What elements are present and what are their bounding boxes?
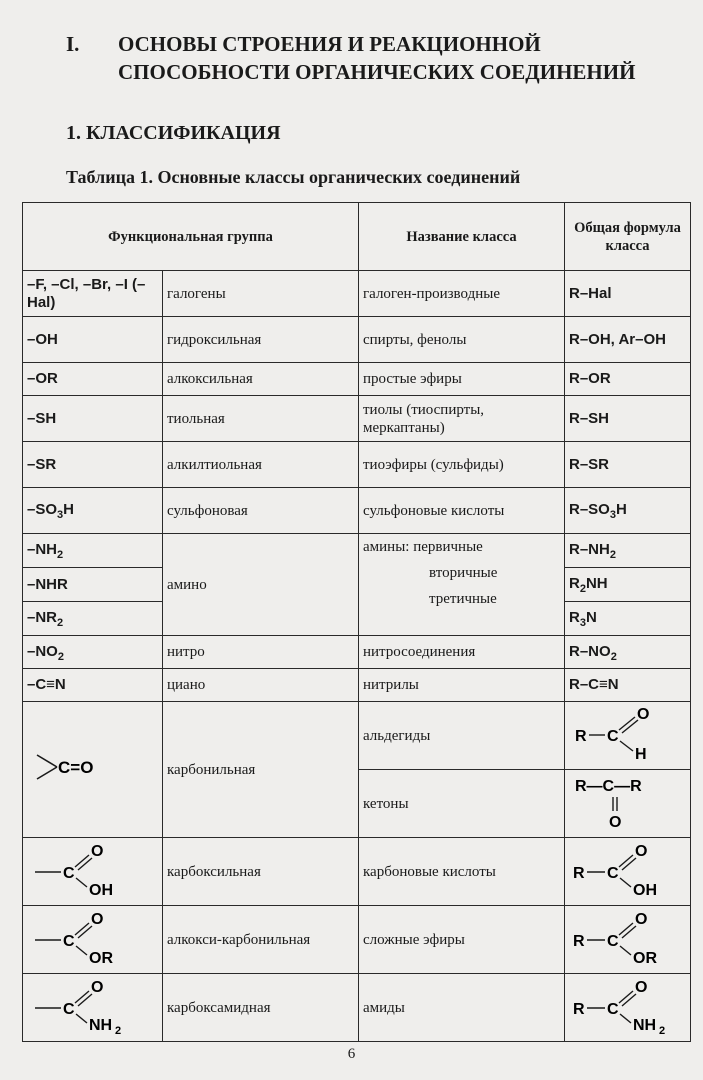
general-formula bbox=[565, 974, 691, 1042]
general-formula: $R-SO_3H$ bbox=[565, 488, 691, 534]
amide-structure-icon bbox=[27, 975, 157, 1035]
page-number: 6 bbox=[347, 1046, 356, 1062]
group-name: сульфоновая bbox=[163, 488, 359, 534]
table-row bbox=[23, 702, 691, 770]
table-row bbox=[23, 271, 691, 317]
svg-text:O: O bbox=[635, 979, 648, 996]
amines-primary: амины: первичные bbox=[363, 539, 483, 555]
svg-text:R: R bbox=[573, 1001, 585, 1018]
carbonyl-structure-icon bbox=[27, 737, 157, 797]
group-symbol: –F, –Cl, –Br, –I (–Hal) bbox=[23, 271, 163, 317]
table-row bbox=[23, 974, 691, 1042]
general-formula bbox=[565, 770, 691, 838]
svg-text:C=O: C=O bbox=[58, 758, 94, 777]
aldehyde-formula-icon bbox=[569, 703, 679, 763]
general-formula: $R-NO_2$ bbox=[565, 636, 691, 669]
svg-text:NH: NH bbox=[633, 1017, 657, 1034]
class-name: галоген-производные bbox=[359, 271, 565, 317]
class-name bbox=[359, 534, 565, 636]
group-name: алкокси-карбонильная bbox=[163, 906, 359, 974]
classification-table bbox=[22, 202, 691, 1042]
group-symbol: $-NR_2$ bbox=[23, 602, 163, 636]
svg-text:2: 2 bbox=[115, 1025, 122, 1035]
header-general-formula: Общая формула класса bbox=[565, 203, 691, 271]
ester-formula-icon bbox=[569, 907, 679, 967]
general-formula bbox=[565, 906, 691, 974]
class-name: альдегиды bbox=[359, 702, 565, 770]
group-symbol: $-NH_2$ bbox=[23, 534, 163, 568]
table-row bbox=[23, 906, 691, 974]
svg-text:2: 2 bbox=[659, 1025, 666, 1035]
header-class-name: Название класса bbox=[359, 203, 565, 271]
general-formula: R–Hal bbox=[565, 271, 691, 317]
svg-text:C: C bbox=[63, 1001, 75, 1018]
svg-text:C: C bbox=[607, 728, 619, 745]
general-formula: $R_2NH$ bbox=[565, 568, 691, 602]
svg-text:R—C—R: R—C—R bbox=[575, 778, 642, 795]
group-symbol: –OH bbox=[23, 317, 163, 363]
group-symbol: –C≡N bbox=[23, 669, 163, 702]
table-row bbox=[23, 396, 691, 442]
group-name: алкилтиольная bbox=[163, 442, 359, 488]
class-name: нитросоединения bbox=[359, 636, 565, 669]
general-formula: R–SH bbox=[565, 396, 691, 442]
group-symbol: $-SO_3H$ bbox=[23, 488, 163, 534]
svg-text:OH: OH bbox=[89, 882, 113, 899]
general-formula: R–OR bbox=[565, 363, 691, 396]
chapter-title: ОСНОВЫ СТРОЕНИЯ И РЕАКЦИОННОЙ СПОСОБНОСТИ ОРГАНИЧЕСКИХ СОЕДИНЕНИЙ bbox=[118, 32, 636, 84]
svg-text:C: C bbox=[607, 1001, 619, 1018]
general-formula bbox=[565, 702, 691, 770]
svg-text:O: O bbox=[635, 843, 648, 860]
class-name: амиды bbox=[359, 974, 565, 1042]
group-name: карбонильная bbox=[163, 702, 359, 838]
svg-text:O: O bbox=[91, 843, 104, 860]
general-formula: R–OH, Ar–OH bbox=[565, 317, 691, 363]
svg-text:NH: NH bbox=[89, 1017, 113, 1034]
class-name: сульфоновые кислоты bbox=[359, 488, 565, 534]
svg-text:C: C bbox=[607, 933, 619, 950]
general-formula: $R_3N$ bbox=[565, 602, 691, 636]
group-structure bbox=[23, 702, 163, 838]
svg-text:O: O bbox=[637, 706, 650, 723]
table-row bbox=[23, 838, 691, 906]
general-formula bbox=[565, 838, 691, 906]
group-name: нитро bbox=[163, 636, 359, 669]
svg-text:O: O bbox=[635, 911, 648, 928]
group-symbol: –SH bbox=[23, 396, 163, 442]
svg-text:C: C bbox=[607, 865, 619, 882]
ketone-formula-icon bbox=[569, 771, 679, 831]
table-row bbox=[23, 534, 691, 568]
group-structure bbox=[23, 906, 163, 974]
class-name: тиоэфиры (сульфиды) bbox=[359, 442, 565, 488]
class-name: сложные эфиры bbox=[359, 906, 565, 974]
carboxyl-structure-icon bbox=[27, 839, 157, 899]
class-name: спирты, фенолы bbox=[359, 317, 565, 363]
carboxylic-acid-formula-icon bbox=[569, 839, 679, 899]
svg-text:H: H bbox=[635, 746, 647, 763]
svg-text:C: C bbox=[63, 865, 75, 882]
group-name: тиольная bbox=[163, 396, 359, 442]
class-name: простые эфиры bbox=[359, 363, 565, 396]
table-row bbox=[23, 363, 691, 396]
svg-text:C: C bbox=[63, 933, 75, 950]
group-symbol: $-NO_2$ bbox=[23, 636, 163, 669]
group-name: амино bbox=[163, 534, 359, 636]
general-formula: R–C≡N bbox=[565, 669, 691, 702]
group-symbol: –SR bbox=[23, 442, 163, 488]
svg-text:R: R bbox=[573, 933, 585, 950]
table-row bbox=[23, 442, 691, 488]
group-structure bbox=[23, 974, 163, 1042]
group-name: гидроксильная bbox=[163, 317, 359, 363]
chapter-number: I. bbox=[66, 32, 80, 56]
general-formula: R–SR bbox=[565, 442, 691, 488]
svg-text:O: O bbox=[609, 814, 622, 831]
amines-tertiary: третичные bbox=[429, 591, 497, 607]
table-row bbox=[23, 317, 691, 363]
ester-structure-icon bbox=[27, 907, 157, 967]
header-row bbox=[23, 203, 691, 271]
section-heading: 1. КЛАССИФИКАЦИЯ bbox=[66, 122, 281, 144]
group-name: галогены bbox=[163, 271, 359, 317]
svg-text:OH: OH bbox=[633, 882, 657, 899]
class-name: тиолы (тиоспирты, меркаптаны) bbox=[359, 396, 565, 442]
svg-text:R: R bbox=[573, 865, 585, 882]
group-symbol: –NHR bbox=[23, 568, 163, 602]
svg-text:OR: OR bbox=[89, 950, 113, 967]
amines-secondary: вторичные bbox=[429, 565, 498, 581]
svg-text:OR: OR bbox=[633, 950, 657, 967]
table-caption: Таблица 1. Основные классы органических соединений bbox=[66, 167, 521, 187]
header-functional-group: Функциональная группа bbox=[23, 203, 359, 271]
svg-text:O: O bbox=[91, 979, 104, 996]
class-name: нитрилы bbox=[359, 669, 565, 702]
table-row bbox=[23, 669, 691, 702]
class-name: кетоны bbox=[359, 770, 565, 838]
table-row bbox=[23, 636, 691, 669]
group-symbol: –OR bbox=[23, 363, 163, 396]
class-name: карбоновые кислоты bbox=[359, 838, 565, 906]
svg-text:R: R bbox=[575, 728, 587, 745]
general-formula: $R-NH_2$ bbox=[565, 534, 691, 568]
amide-formula-icon bbox=[569, 975, 679, 1035]
group-name: карбоксамидная bbox=[163, 974, 359, 1042]
group-name: карбоксильная bbox=[163, 838, 359, 906]
table-row bbox=[23, 488, 691, 534]
group-name: алкоксильная bbox=[163, 363, 359, 396]
svg-text:O: O bbox=[91, 911, 104, 928]
group-name: циано bbox=[163, 669, 359, 702]
group-structure bbox=[23, 838, 163, 906]
